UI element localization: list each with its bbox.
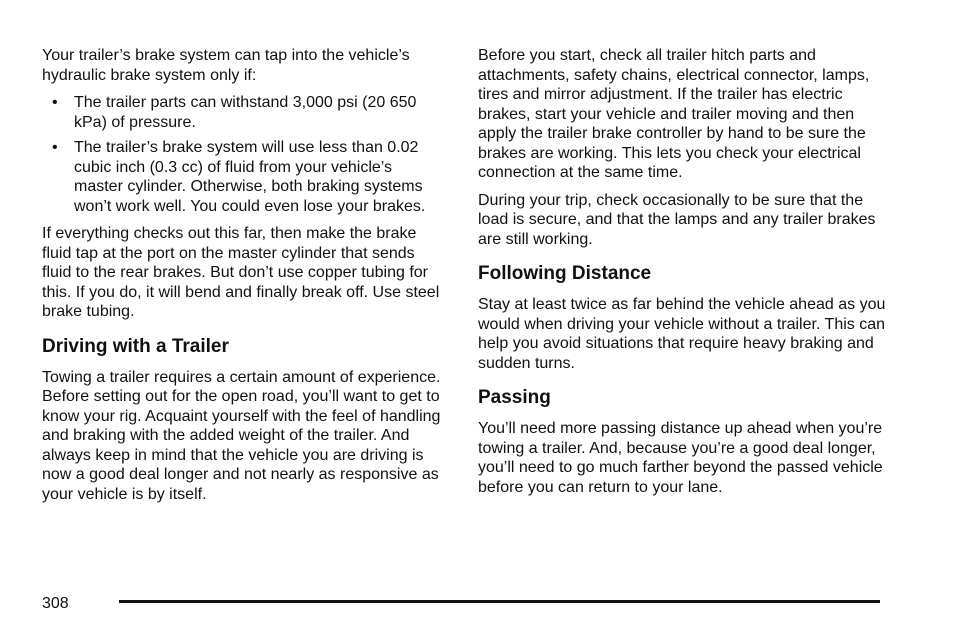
bullet-icon: • — [52, 139, 58, 156]
list-item-text: The trailer’s brake system will use less than 0.02 cubic inch (0.3 cc) of fluid from your vehicle’s master cylinder. Otherwise, both braking systems won’t work well. You could even lose your brakes. — [74, 139, 426, 215]
before-start-paragraph: Before you start, check all trailer hitch parts and attachments, safety chains, electrical connector, lamps, tires and mirror adjustment. If the trailer has electric brakes, start your vehicle and trailer moving and then apply the trailer brake controller by hand to be sure the brakes are working. This lets you check your electrical connection at the same time. — [478, 47, 870, 181]
requirements-list — [42, 93, 442, 216]
right-column — [478, 46, 888, 497]
during-trip-paragraph: During your trip, check occasionally to be sure that the load is secure, and that the lamps and any trailer brakes are still working. — [478, 191, 876, 248]
left-column — [42, 46, 442, 504]
page-number: 308 — [42, 595, 69, 612]
passing-paragraph: You’ll need more passing distance up ahead when you’re towing a trailer. And, because you’re a good deal longer, you’ll need to go much farther beyond the passed vehicle before you can return to your lane. — [478, 420, 883, 496]
list-item — [42, 93, 442, 132]
following-distance-paragraph: Stay at least twice as far behind the vehicle ahead as you would when driving your vehicle without a trailer. This can help you avoid situations that require heavy braking and sudden turns. — [478, 296, 886, 372]
driving-paragraph: Towing a trailer requires a certain amount of experience. Before setting out for the open road, you’ll want to get to know your rig. Acquaint yourself with the feel of handling and braking with the added weight of the trailer. And always keep in mind that the vehicle you are driving is now a good deal longer and not nearly as responsive as your vehicle is by itself. — [42, 368, 441, 503]
footer-rule — [119, 600, 880, 603]
section-heading-passing: Passing — [478, 387, 551, 408]
intro-paragraph: Your trailer’s brake system can tap into the vehicle’s hydraulic brake system only if: — [42, 47, 410, 84]
section-heading-following-distance: Following Distance — [478, 263, 652, 284]
bullet-icon: • — [52, 94, 58, 111]
brake-tap-paragraph: If everything checks out this far, then make the brake fluid tap at the port on the master cylinder that sends fluid to the rear brakes. But don’t use copper tubing for this. If you do, it will bend and finally break off. Use steel brake tubing. — [42, 225, 440, 320]
list-item-text: The trailer parts can withstand 3,000 psi (20 650 kPa) of pressure. — [74, 94, 417, 131]
list-item — [42, 138, 442, 216]
section-heading-driving: Driving with a Trailer — [42, 335, 229, 357]
